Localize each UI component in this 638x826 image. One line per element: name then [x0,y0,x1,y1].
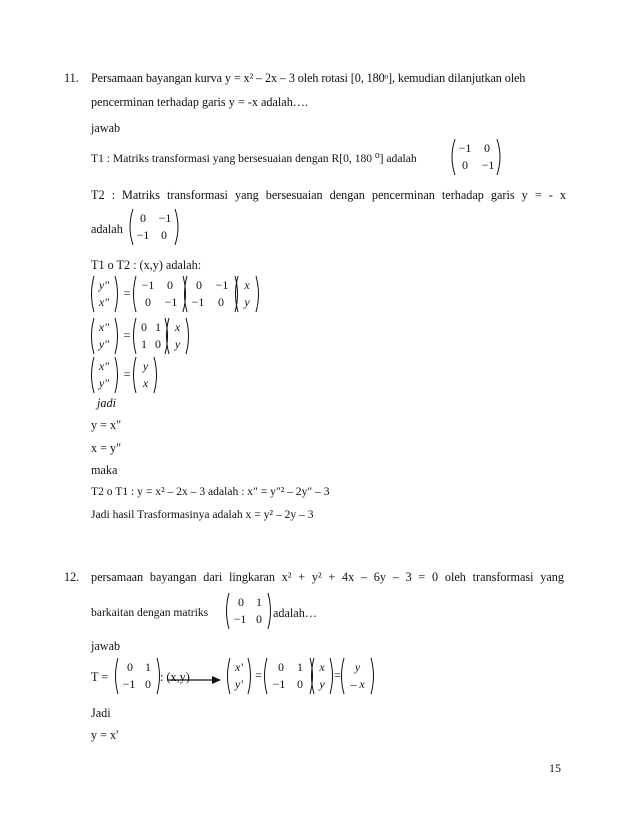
eq2-m-12: 1 [155,320,161,334]
t1-matrix [448,137,504,177]
q12-tm-21: −1 [122,677,136,691]
q11-maka: maka [91,463,118,477]
q12-qm-22: 0 [256,612,262,626]
q12-rhs-m-12: 1 [297,660,303,674]
q11-composition-label: T1 o T2 : (x,y) adalah: [91,258,202,272]
q12-t-map: : (x,y) [160,670,190,684]
eq1-m1-22: −1 [164,295,178,309]
q12-line1: persamaan bayangan dari lingkaran x² + y² + 4x – 6y – 3 = 0 oleh transformasi yang [91,570,564,584]
q12-rhs-lhs-1: x' [235,660,243,674]
eq1-m1-21: 0 [145,295,151,309]
eq1-lhs-1: y" [98,278,110,292]
q11-line2: pencerminan terhadap garis y = -x adalah…. [91,95,309,109]
q12-t-matrix [113,656,163,696]
q12-y-eq: y = x' [91,728,119,742]
q12-line2-post: adalah… [273,606,317,620]
q12-tm-22: 0 [145,677,151,691]
t2-m22: 0 [161,228,167,242]
q11-number: 11. [64,71,79,85]
eq1-vec-1: x [244,278,250,292]
eq2 [90,316,200,356]
t2-m21: −1 [136,228,150,242]
eq2-vec-1: x [174,320,181,334]
eq2-lhs-2: y" [98,337,110,351]
eq2-m-21: 1 [141,337,147,351]
t2-matrix [126,207,182,247]
eq2-m-22: 0 [155,337,161,351]
q11-t2-line1: T2 : Matriks transformasi yang bersesuaian dengan pencerminan terhadap garis y = - x [91,188,566,202]
q12-qm-21: −1 [233,612,247,626]
eq1-vec-2: y [244,295,250,309]
t2-m11: 0 [140,211,146,225]
q11-t2-adalah: adalah [91,222,123,236]
q12-rhs-m-22: 0 [297,677,303,691]
arrow-right-icon [168,674,224,686]
eq1-lhs-2: x" [98,295,110,309]
q12-t-label: T = [91,670,109,684]
q11-x-eq: x = y" [91,441,122,455]
q12-tm-12: 1 [145,660,151,674]
eq1-m2-12: −1 [215,278,229,292]
q12-line2-pre: barkaitan dengan matriks [91,606,209,619]
eq3-equals: = [123,367,131,381]
eq1-m2-11: 0 [196,278,202,292]
q12-jawab: jawab [91,639,121,653]
t2-m12: −1 [158,211,172,225]
page-number: 15 [549,761,561,775]
q12-qm-11: 0 [238,595,244,609]
eq1-m1-12: 0 [167,278,173,292]
eq3-vec-2: x [142,376,149,390]
q11-line1: Persamaan bayangan kurva y = x² – 2x – 3 oleh rotasi [0, 180ᵒ], kemudian dilanjutkan oleh [91,71,526,85]
eq1 [90,274,290,314]
eq1-m1-11: −1 [141,278,155,292]
t1-m12: 0 [484,141,490,155]
q12-rhs-equals-2: = [334,668,341,682]
q12-question-matrix [224,591,274,631]
q12-rhs-vec-2: y [319,677,325,691]
eq1-equals: = [123,286,131,300]
eq2-equals: = [123,328,131,342]
eq3-lhs-1: x" [98,359,110,373]
t1-m22: −1 [481,158,495,172]
eq2-lhs-1: x" [98,320,110,334]
t1-m21: 0 [462,158,468,172]
q12-jadi: Jadi [91,706,111,720]
q12-rhs-vec-1: x [319,660,325,674]
eq3-vec-1: y [142,359,149,373]
q12-rhs-result-2: – x [350,677,365,691]
eq1-m2-21: −1 [191,295,205,309]
q12-rhs-m-11: 0 [278,660,284,674]
q12-tm-11: 0 [127,660,133,674]
q12-qm-12: 1 [256,595,262,609]
eq2-m-11: 0 [141,320,147,334]
q11-t1-text: T1 : Matriks transformasi yang bersesuaian dengan R[0, 180 ⁰] adalah [91,152,417,165]
q12-rhs-result-1: y [354,660,361,674]
q11-y-eq: y = x" [91,418,122,432]
q12-number: 12. [64,570,80,584]
q12-rhs-lhs-2: y' [235,677,243,691]
eq3-lhs-2: y" [98,376,110,390]
eq2-vec-2: y [174,337,181,351]
q11-hasil: Jadi hasil Trasformasinya adalah x = y² – 2y – 3 [91,508,314,521]
eq3 [90,355,160,395]
q12-rhs-m-21: −1 [272,677,286,691]
q11-jadi-italic: jadi [97,396,116,410]
t1-m11: −1 [458,141,472,155]
q12-rhs [226,656,374,696]
q12-rhs-equals: = [255,668,262,682]
q11-t2ot1: T2 o T1 : y = x² – 2x – 3 adalah : x" = y"² – 2y" – 3 [91,485,330,498]
q11-jawab: jawab [91,121,121,135]
eq1-m2-22: 0 [218,295,224,309]
